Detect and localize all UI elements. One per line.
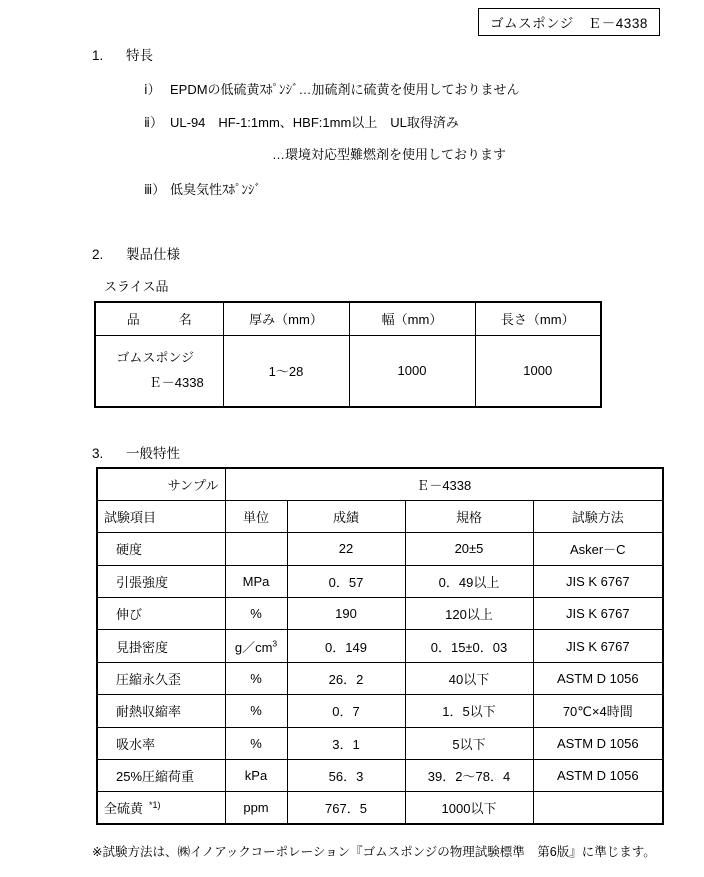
spec-cell-product-name bbox=[95, 335, 223, 407]
prop-item-compression-set: 圧縮永久歪 bbox=[97, 662, 225, 694]
prop-spec-total-sulfur: 1000以下 bbox=[405, 792, 533, 824]
section-2-subheading: スライス品 bbox=[104, 279, 169, 294]
prop-method-total-sulfur bbox=[533, 792, 663, 824]
prop-item-water-absorption: 吸水率 bbox=[97, 727, 225, 759]
prop-result-hardness: 22 bbox=[287, 533, 405, 565]
prop-unit-elongation: % bbox=[225, 598, 287, 630]
section-1-number: 1. bbox=[92, 48, 104, 63]
prop-item-total-sulfur bbox=[97, 792, 225, 824]
prop-result-tensile: 0．57 bbox=[287, 565, 405, 597]
prop-spec-tensile: 0．49以上 bbox=[405, 565, 533, 597]
prop-item-hardness: 硬度 bbox=[97, 533, 225, 565]
prop-sample-label: サンプル bbox=[97, 468, 225, 500]
spec-product-name-line1: ゴムスポンジ bbox=[116, 350, 195, 366]
prop-spec-compression-load: 39．2～78．4 bbox=[405, 760, 533, 792]
table-row bbox=[95, 335, 601, 407]
prop-unit-heat-shrinkage: % bbox=[225, 695, 287, 727]
section-2-title: 製品仕様 bbox=[126, 247, 180, 262]
section-1-item-2-text: UL-94 HF-1:1mm、HBF:1mm以上 UL取得済み bbox=[170, 115, 459, 130]
prop-unit-compression-load: kPa bbox=[225, 760, 287, 792]
prop-method-compression-load: ASTM D 1056 bbox=[533, 760, 663, 792]
prop-result-compression-set: 26．2 bbox=[287, 662, 405, 694]
prop-method-hardness: Asker－C bbox=[533, 533, 663, 565]
section-3-number: 3. bbox=[92, 446, 104, 461]
prop-unit-density bbox=[225, 630, 287, 662]
table-row bbox=[97, 792, 663, 824]
prop-result-elongation: 190 bbox=[287, 598, 405, 630]
prop-header-spec: 規格 bbox=[405, 500, 533, 532]
prop-header-result: 成績 bbox=[287, 500, 405, 532]
section-3-heading bbox=[92, 442, 180, 462]
prop-unit-water-absorption: % bbox=[225, 727, 287, 759]
section-1-item-3-marker: ⅲ） bbox=[144, 182, 166, 197]
table-header-row bbox=[95, 302, 601, 335]
table-row bbox=[97, 760, 663, 792]
spec-cell-width: 1000 bbox=[349, 335, 475, 407]
general-properties-table bbox=[96, 467, 664, 825]
prop-result-heat-shrinkage: 0．7 bbox=[287, 695, 405, 727]
section-1-title: 特長 bbox=[126, 48, 153, 63]
spec-header-thickness: 厚み（mm） bbox=[223, 302, 349, 335]
table-row bbox=[97, 630, 663, 662]
prop-unit-compression-set: % bbox=[225, 662, 287, 694]
prop-spec-density: 0．15±0．03 bbox=[405, 630, 533, 662]
prop-spec-water-absorption: 5以下 bbox=[405, 727, 533, 759]
prop-unit-total-sulfur: ppm bbox=[225, 792, 287, 824]
section-1-item-1-marker: ⅰ） bbox=[144, 82, 161, 97]
prop-item-elongation: 伸び bbox=[97, 598, 225, 630]
prop-spec-hardness: 20±5 bbox=[405, 533, 533, 565]
table-row bbox=[97, 565, 663, 597]
product-spec-table bbox=[94, 301, 602, 408]
table-row bbox=[97, 695, 663, 727]
section-1-item-2-marker: ⅱ） bbox=[144, 115, 163, 130]
section-1-item-3 bbox=[144, 179, 261, 198]
table-row bbox=[97, 598, 663, 630]
prop-method-compression-set: ASTM D 1056 bbox=[533, 662, 663, 694]
prop-item-total-sulfur-footnote-marker: *1) bbox=[149, 800, 161, 811]
prop-result-total-sulfur: 767．5 bbox=[287, 792, 405, 824]
spec-header-length: 長さ（mm） bbox=[475, 302, 601, 335]
section-3-title: 一般特性 bbox=[126, 446, 180, 461]
prop-result-compression-load: 56．3 bbox=[287, 760, 405, 792]
prop-item-compression-load: 25%圧縮荷重 bbox=[97, 760, 225, 792]
section-2-heading bbox=[92, 243, 180, 263]
prop-unit-density-exponent: 3 bbox=[272, 638, 278, 649]
spec-cell-thickness: 1～28 bbox=[223, 335, 349, 407]
table-sample-row bbox=[97, 468, 663, 500]
spec-header-name: 品 名 bbox=[95, 302, 223, 335]
table-row bbox=[97, 727, 663, 759]
prop-spec-compression-set: 40以下 bbox=[405, 662, 533, 694]
prop-header-unit: 単位 bbox=[225, 500, 287, 532]
prop-spec-elongation: 120以上 bbox=[405, 598, 533, 630]
prop-item-total-sulfur-label: 全硫黄 bbox=[104, 801, 144, 817]
prop-header-item: 試験項目 bbox=[97, 500, 225, 532]
prop-method-water-absorption: ASTM D 1056 bbox=[533, 727, 663, 759]
document-title-text: ゴムスポンジ Ｅ－4338 bbox=[490, 16, 648, 31]
footnote-text: ※試験方法は、㈱イノアックコーポレーション『ゴムスポンジの物理試験標準 第6版』に準じます。 bbox=[92, 845, 656, 859]
prop-method-density: JIS K 6767 bbox=[533, 630, 663, 662]
prop-result-water-absorption: 3．1 bbox=[287, 727, 405, 759]
prop-header-method: 試験方法 bbox=[533, 500, 663, 532]
prop-method-heat-shrinkage: 70℃×4時間 bbox=[533, 695, 663, 727]
section-1-heading bbox=[92, 44, 153, 64]
prop-method-tensile: JIS K 6767 bbox=[533, 565, 663, 597]
section-1-item-2 bbox=[144, 112, 459, 131]
prop-item-heat-shrinkage: 耐熱収縮率 bbox=[97, 695, 225, 727]
prop-spec-heat-shrinkage: 1．5以下 bbox=[405, 695, 533, 727]
document-title-box bbox=[478, 8, 660, 36]
prop-sample-value: Ｅ－4338 bbox=[225, 468, 663, 500]
prop-item-tensile: 引張強度 bbox=[97, 565, 225, 597]
section-1-sub-note: …環境対応型難燃剤を使用しております bbox=[272, 147, 507, 162]
prop-result-density: 0．149 bbox=[287, 630, 405, 662]
table-row bbox=[97, 533, 663, 565]
section-1-item-1-text: EPDMの低硫黄ｽﾎﾟﾝｼﾞ…加硫剤に硫黄を使用しておりません bbox=[170, 82, 520, 97]
spec-header-width: 幅（mm） bbox=[349, 302, 475, 335]
prop-unit-density-base: g／cm bbox=[234, 639, 273, 655]
spec-product-name-line2: Ｅ－4338 bbox=[148, 374, 204, 390]
prop-unit-tensile: MPa bbox=[225, 565, 287, 597]
spec-cell-length: 1000 bbox=[475, 335, 601, 407]
section-2-number: 2. bbox=[92, 247, 104, 262]
prop-unit-hardness bbox=[225, 533, 287, 565]
prop-item-density: 見掛密度 bbox=[97, 630, 225, 662]
section-1-item-3-text: 低臭気性ｽﾎﾟﾝｼﾞ bbox=[170, 182, 262, 197]
prop-method-elongation: JIS K 6767 bbox=[533, 598, 663, 630]
section-1-item-1 bbox=[144, 79, 520, 98]
table-row bbox=[97, 662, 663, 694]
table-header-row bbox=[97, 500, 663, 532]
